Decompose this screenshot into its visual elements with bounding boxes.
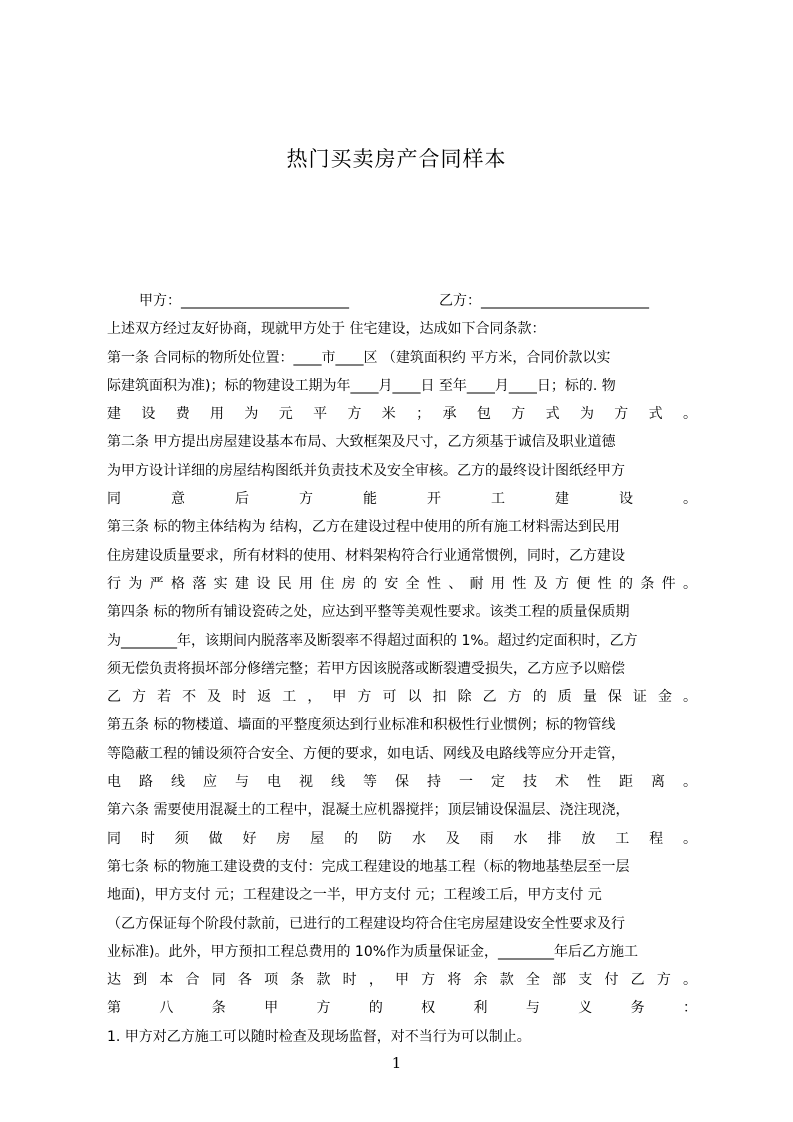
- contract-body: [107, 287, 697, 1051]
- text-line: 际建筑面积为准)；标的物建设工期为年____月____日 至年____月____日；标的. 物: [107, 377, 616, 394]
- text-line: 第六条 需要使用混凝土的工程中，混凝土应机器搅拌；顶层铺设保温层、浇注现浇，: [107, 802, 630, 819]
- text-line: 1. 甲方对乙方施工可以随时检查及现场监督，对不当行为可以制止。: [107, 1028, 531, 1045]
- section-heading: 第 八 条 甲 方 的 权 利 与 义 务 ：: [107, 1000, 697, 1017]
- text-line: 住房建设质量要求，所有材料的使用、材料架构符合行业通常惯例，同时，乙方建设: [107, 547, 625, 564]
- text-line: 为________年，该期间内脱落率及断裂率不得超过面积的 1%。超过约定面积时，乙方: [107, 632, 638, 649]
- text-line: 同 意 后 方 能 开 工 建 设 。: [107, 491, 697, 508]
- text-line: 第七条 标的物施工建设费的支付：完成工程建设的地基工程（标的物地基垫层至一层: [107, 858, 630, 875]
- text-line: 乙 方 若 不 及 时 返 工 ， 甲 方 可 以 扣 除 乙 方 的 质 量 保 证 金 。: [107, 689, 697, 706]
- text-line: 第一条 合同标的物所处位置：____市____区 （建筑面积约 平方米，合同价款以实: [107, 349, 611, 366]
- text-line: （乙方保证每个阶段付款前，已进行的工程建设均符合住宅房屋建设安全性要求及行: [107, 915, 625, 932]
- text-line: 须无偿负责将损坏部分修缮完整；若甲方因该脱落或断裂遭受损失，乙方应予以赔偿: [107, 660, 625, 677]
- text-line: 建 设 费 用 为 元 平 方 米 ； 承 包 方 式 为 方 式 。: [107, 406, 697, 423]
- text-line: 上述双方经过友好协商，现就甲方处于 住宅建设，达成如下合同条款：: [107, 321, 546, 338]
- text-line: 行 为 严 格 落 实 建 设 民 用 住 房 的 安 全 性 、 耐 用 性 及 方 便 性 的 条 件 。: [107, 575, 697, 592]
- text-line: 同 时 须 做 好 房 屋 的 防 水 及 雨 水 排 放 工 程 。: [107, 830, 697, 847]
- text-line: 达 到 本 合 同 各 项 条 款 时 ， 甲 方 将 余 款 全 部 支 付 乙 方 。: [107, 972, 697, 989]
- page-title: 热门买卖房产合同样本: [286, 147, 507, 171]
- text-line: 等隐蔽工程的铺设须符合安全、方便的要求，如电话、网线及电路线等应分开走管，: [107, 745, 625, 762]
- text-line: 为甲方设计详细的房屋结构图纸并负责技术及安全审核。乙方的最终设计图纸经甲方: [107, 462, 625, 479]
- text-line: 第二条 甲方提出房屋建设基本布局、大致框架及尺寸，乙方须基于诚信及职业道德: [107, 434, 616, 451]
- party-a-field: 甲方：________________________: [139, 293, 349, 309]
- text-line: 业标准)。此外，甲方预扣工程总费用的 10%作为质量保证金，________年后乙方施工: [107, 943, 639, 960]
- page-number: 1: [391, 1054, 402, 1072]
- text-line: 第四条 标的物所有铺设瓷砖之处，应达到平整等美观性要求。该类工程的质量保质期: [107, 604, 630, 621]
- party-b-field: 乙方：________________________: [439, 293, 649, 309]
- text-line: 地面)，甲方支付 元；工程建设之一半，甲方支付 元；工程竣工后，甲方支付 元: [107, 887, 602, 904]
- text-line: 电 路 线 应 与 电 视 线 等 保 持 一 定 技 术 性 距 离 。: [107, 774, 697, 791]
- text-line: 第三条 标的物主体结构为 结构，乙方在建设过程中使用的所有施工材料需达到民用: [107, 519, 620, 536]
- text-line: 第五条 标的物楼道、墙面的平整度须达到行业标准和积极性行业惯例；标的物管线: [107, 717, 616, 734]
- parties-line: [107, 287, 697, 315]
